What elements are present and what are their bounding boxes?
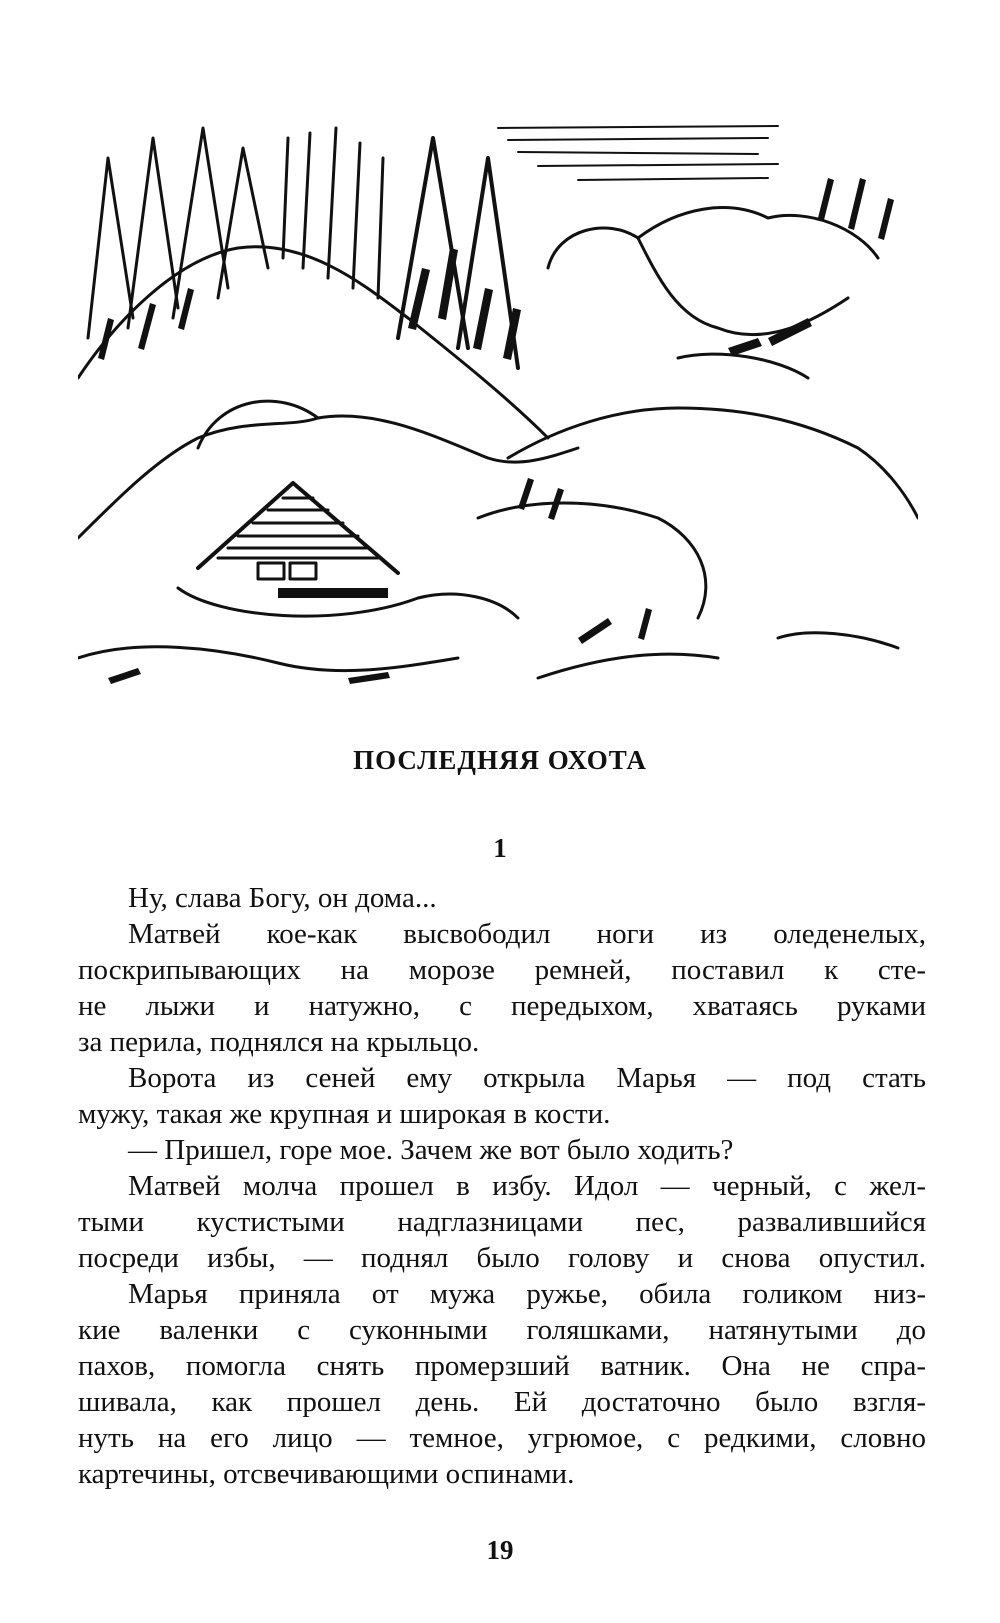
winter-forest-illustration <box>78 118 918 698</box>
text-line: пахов, помогла снять промерзший ватник. Она не спра- <box>78 1350 926 1382</box>
section-number: 1 <box>493 833 507 863</box>
text-line: Матвей молча прошел в избу. Идол — черный, с жел- <box>128 1170 926 1202</box>
text-line: нуть на его лицо — темное, угрюмое, с редкими, словно <box>78 1422 926 1454</box>
body-text <box>78 880 926 1492</box>
text-line: не лыжи и натужно, с передыхом, хватаясь руками <box>78 990 926 1022</box>
text-line: Ну, слава Богу, он дома... <box>128 882 437 914</box>
text-line: Матвей кое-как высвободил ноги из оледенелых, <box>128 918 926 950</box>
text-line: мужу, такая же крупная и широкая в кости. <box>78 1098 611 1130</box>
text-line: кие валенки с суконными голяшками, натянутыми до <box>78 1314 926 1346</box>
text-line: — Пришел, горе мое. Зачем же вот было ходить? <box>128 1134 734 1166</box>
illustration-drawing <box>78 118 918 698</box>
text-line: шивала, как прошел день. Ей достаточно было взгля- <box>78 1386 926 1418</box>
chapter-title: ПОСЛЕДНЯЯ ОХОТА <box>353 745 647 775</box>
page-number: 19 <box>486 1535 514 1565</box>
text-line: Марья приняла от мужа ружье, обила голиком низ- <box>128 1278 926 1310</box>
text-line: тыми кустистыми надглазницами пес, развалившийся <box>78 1206 926 1238</box>
text-line: посреди избы, — поднял было голову и снова опустил. <box>78 1242 926 1274</box>
text-line: Ворота из сеней ему открыла Марья — под стать <box>128 1062 926 1094</box>
text-line: поскрипывающих на морозе ремней, поставил к сте- <box>78 954 926 986</box>
text-line: картечины, отсвечивающими оспинами. <box>78 1458 575 1490</box>
text-line: за перила, поднялся на крыльцо. <box>78 1026 480 1058</box>
